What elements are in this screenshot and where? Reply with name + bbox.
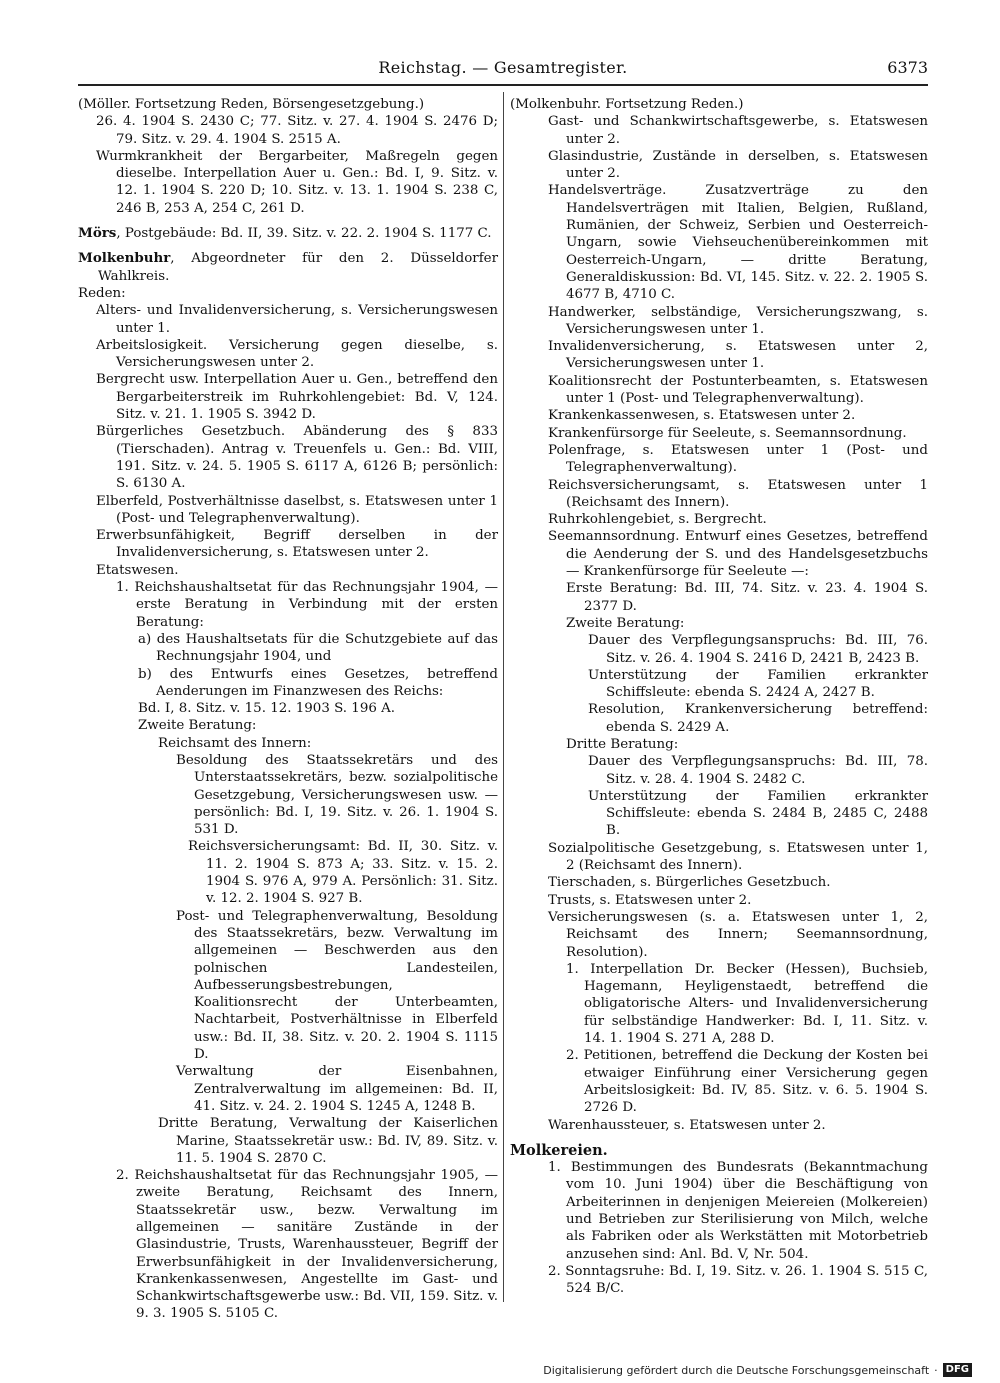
index-entry: Krankenfürsorge für Seeleute, s. Seemannsordnung. (548, 425, 907, 441)
index-entry: 2. Sonntagsruhe: Bd. I, 19. Sitz. v. 26. 1. 1904 S. 515 C, 524 B/C. (548, 1263, 928, 1297)
index-entry: Reichsversicherungsamt: Bd. II, 30. Sitz. v. 11. 2. 1904 S. 873 A; 33. Sitz. v. 15. 2. 1904 S. 976 A, 979 A. Persönlich: 31. Sitz. v. 12. 2. 1904 S. 927 B. (188, 839, 498, 907)
index-entry: Unterstützung der Familien erkrankter Schiffsleute: ebenda S. 2424 A, 2427 B. (588, 667, 928, 701)
entry-name: Molkenbuhr (78, 250, 171, 267)
entry-name: Mörs (78, 225, 117, 242)
index-entry: Verwaltung der Eisenbahnen, Zentralverwaltung im allgemeinen: Bd. II, 41. Sitz. v. 24. 2. 1904 S. 1245 A, 1248 B. (176, 1064, 498, 1114)
index-entry: Versicherungswesen (s. a. Etatswesen unter 1, 2, Reichsamt des Innern; Seemannsordnung, Resolution). (548, 909, 928, 960)
index-entry: Reichsversicherungsamt, s. Etatswesen unter 1 (Reichsamt des Innern). (548, 477, 928, 510)
index-entry: Tierschaden, s. Bürgerliches Gesetzbuch. (548, 875, 831, 891)
index-entry: Handwerker, selbständige, Versicherungszwang, s. Versicherungswesen unter 1. (548, 304, 928, 337)
index-entry: Bürgerliches Gesetzbuch. Abänderung des § 833 (Tierschaden). Antrag v. Treuenfels u. Gen.: Bd. VIII, 191. Sitz. v. 24. 5. 1905 S. 6117 A, 6126 B; persönlich: S. 6130 A. (96, 424, 498, 492)
header-title: Reichstag. — Gesamtregister. (378, 58, 628, 77)
right-column (510, 96, 928, 1297)
index-entry: Sozialpolitische Gesetzgebung, s. Etatswesen unter 1, 2 (Reichsamt des Innern). (548, 840, 928, 874)
index-entry: Unterstützung der Familien erkrankter Schiffsleute: ebenda S. 2484 B, 2485 C, 2488 B. (588, 788, 928, 839)
index-entry: Mörs, Postgebäude: Bd. II, 39. Sitz. v. 22. 2. 1904 S. 1177 C. (78, 225, 492, 242)
dfg-logo: DFG (943, 1363, 972, 1377)
index-entry: 1. Reichshaushaltsetat für das Rechnungsjahr 1904, — erste Beratung in Verbindung mit der ersten Beratung: (116, 580, 498, 630)
index-entry: Alters- und Invalidenversicherung, s. Versicherungswesen unter 1. (96, 303, 498, 336)
index-entry: Gast- und Schankwirtschaftsgewerbe, s. Etatswesen unter 2. (548, 114, 928, 147)
index-entry: 2. Petitionen, betreffend die Deckung der Kosten bei etwaiger Einführung einer Versicherung gegen Arbeitslosigkeit: Bd. IV, 85. Sitz. v. 6. 5. 1904 S. 2726 D. (566, 1048, 928, 1116)
index-entry: Dritte Beratung: (566, 736, 679, 752)
paragraph-spacer (78, 242, 498, 250)
index-entry: 1. Bestimmungen des Bundesrats (Bekanntmachung vom 10. Juni 1904) über die Beschäftigung von Arbeiterinnen in denjenigen Meiereien (Molkereien) und Betrieben zur Sterilisierung von Milch, welche als Fabriken oder als Werkstätten mit Motorbetrieb anzusehen sind: Anl. Bd. V, Nr. 504. (548, 1160, 928, 1262)
index-entry: Seemannsordnung. Entwurf eines Gesetzes, betreffend die Aenderung der S. und des Handelsgesetzbuchs — Krankenfürsorge für Seeleute —: (548, 529, 928, 580)
index-entry: Reden: (78, 285, 126, 301)
index-entry: 2. Reichshaushaltsetat für das Rechnungsjahr 1905, — zweite Beratung, Reichsamt des Innern, Staatssekretär usw., bezw. Verwaltung im allgemeinen — sanitäre Zustände in der Glasindustrie, Trusts, Warenhaussteuer, Begriff der Erwerbsunfähigkeit in der Invalidenversicherung, Krankenkassenwesen, Angestellte im Gast- und Schankwirtschaftsgewerbe usw.: Bd. VII, 159. Sitz. v. 9. 3. 1905 S. 5105 C. (116, 1168, 498, 1322)
index-entry: Polenfrage, s. Etatswesen unter 1 (Post- und Telegraphenverwaltung). (548, 442, 928, 476)
page-number: 6373 (887, 58, 928, 77)
index-entry: Invalidenversicherung, s. Etatswesen unter 2, Versicherungswesen unter 1. (548, 339, 928, 372)
index-entry: Dauer des Verpflegungsanspruchs: Bd. III, 78. Sitz. v. 28. 4. 1904 S. 2482 C. (588, 754, 928, 787)
index-entry: Besoldung des Staatssekretärs und des Unterstaatssekretärs, bezw. sozialpolitische Gesetzgebung, Versicherungswesen usw. — persönlich: Bd. I, 19. Sitz. v. 26. 1. 1904 S. 531 D. (176, 752, 498, 838)
index-entry: Warenhaussteuer, s. Etatswesen unter 2. (548, 1117, 826, 1133)
index-entry: Zweite Beratung: (138, 718, 257, 734)
index-entry: (Möller. Fortsetzung Reden, Börsengesetzgebung.) (78, 97, 425, 112)
index-entry: Dritte Beratung, Verwaltung der Kaiserlichen Marine, Staatssekretär usw.: Bd. IV, 89. Sitz. v. 11. 5. 1904 S. 2870 C. (158, 1116, 498, 1166)
index-entry: Reichsamt des Innern: (158, 735, 312, 751)
index-entry: Glasindustrie, Zustände in derselben, s. Etatswesen unter 2. (548, 148, 928, 182)
index-entry: Bd. I, 8. Sitz. v. 15. 12. 1903 S. 196 A. (138, 701, 396, 717)
footer-credit: Digitalisierung gefördert durch die Deutsche Forschungsgemeinschaft (543, 1363, 930, 1377)
index-entry: Erste Beratung: Bd. III, 74. Sitz. v. 23. 4. 1904 S. 2377 D. (566, 581, 928, 614)
footer-separator: · (934, 1363, 938, 1377)
paragraph-spacer (510, 1134, 928, 1142)
index-entry: Elberfeld, Postverhältnisse daselbst, s. Etatswesen unter 1 (Post- und Telegraphenverwaltung). (96, 493, 498, 526)
index-entry: (Molkenbuhr. Fortsetzung Reden.) (510, 97, 744, 112)
column-divider (503, 92, 504, 1302)
index-entry: Post- und Telegraphenverwaltung, Besoldung des Staatssekretärs, bezw. Verwaltung im allgemeinen — Beschwerden aus den polnischen Landesteilen, Aufbesserungsbestrebungen, Koalitionsrecht der Unterbeamten, Nachtarbeit, Postverhältnisse in Elberfeld usw.: Bd. II, 38. Sitz. v. 20. 2. 1904 S. 1115 D. (176, 908, 498, 1063)
index-entry: a) des Haushaltsetats für die Schutzgebiete auf das Rechnungsjahr 1904, und (138, 631, 498, 665)
index-entry: Krankenkassenwesen, s. Etatswesen unter 2. (548, 408, 856, 424)
index-entry: Ruhrkohlengebiet, s. Bergrecht. (548, 512, 767, 528)
index-entry: Molkenbuhr, Abgeordneter für den 2. Düsseldorfer Wahlkreis. (78, 250, 498, 284)
running-header (78, 56, 928, 86)
section-heading: Molkereien. (510, 1141, 608, 1159)
index-entry: 1. Interpellation Dr. Becker (Hessen), Buchsieb, Hagemann, Heyligenstaedt, betreffend die obligatorische Alters- und Invalidenversicherung für selbständige Handwerker: Bd. I, 11. Sitz. v. 14. 1. 1904 S. 271 A, 288 D. (566, 961, 928, 1047)
index-entry: Handelsverträge. Zusatzverträge zu den Handelsverträgen mit Italien, Belgien, Rußland, Rumänien, der Schweiz, Serbien und Oesterreich-Ungarn, sowie Viehseuchenübereinkommen mit Oesterreich-Ungarn, — dritte Beratung, Generaldiskussion: Bd. VI, 145. Sitz. v. 22. 2. 1905 S. 4677 B, 4710 C. (548, 183, 928, 303)
index-entry: Zweite Beratung: (566, 615, 685, 631)
index-entry: b) des Entwurfs eines Gesetzes, betreffend Aenderungen im Finanzwesen des Reichs: (138, 666, 498, 699)
footer (543, 1362, 972, 1378)
index-entry: Bergrecht usw. Interpellation Auer u. Gen., betreffend den Bergarbeiterstreik im Ruhrkohlengebiet: Bd. V, 124. Sitz. v. 21. 1. 1905 S. 3942 D. (96, 372, 498, 423)
index-entry: Dauer des Verpflegungsanspruchs: Bd. III, 76. Sitz. v. 26. 4. 1904 S. 2416 D, 2421 B, 2423 B. (588, 633, 928, 666)
index-entry: Trusts, s. Etatswesen unter 2. (548, 892, 752, 908)
index-entry: Resolution, Krankenversicherung betreffend: ebenda S. 2429 A. (588, 702, 928, 735)
index-entry: 26. 4. 1904 S. 2430 C; 77. Sitz. v. 27. 4. 1904 S. 2476 D; 79. Sitz. v. 29. 4. 1904 S. 2515 A. (96, 114, 498, 147)
index-entry: Erwerbsunfähigkeit, Begriff derselben in der Invalidenversicherung, s. Etatswesen unter 2. (96, 528, 498, 561)
paragraph-spacer (78, 217, 498, 225)
index-entry: Wurmkrankheit der Bergarbeiter, Maßregeln gegen dieselbe. Interpellation Auer u. Gen.: Bd. I, 9. Sitz. v. 12. 1. 1904 S. 220 D; 10. Sitz. v. 13. 1. 1904 S. 238 C, 246 B, 253 A, 254 C, 261 D. (96, 148, 498, 216)
index-entry: Etatswesen. (96, 562, 179, 578)
left-column (78, 96, 498, 1323)
index-entry: Koalitionsrecht der Postunterbeamten, s. Etatswesen unter 1 (Post- und Telegraphenverwaltung). (548, 373, 928, 407)
index-entry: Arbeitslosigkeit. Versicherung gegen dieselbe, s. Versicherungswesen unter 2. (96, 337, 498, 371)
